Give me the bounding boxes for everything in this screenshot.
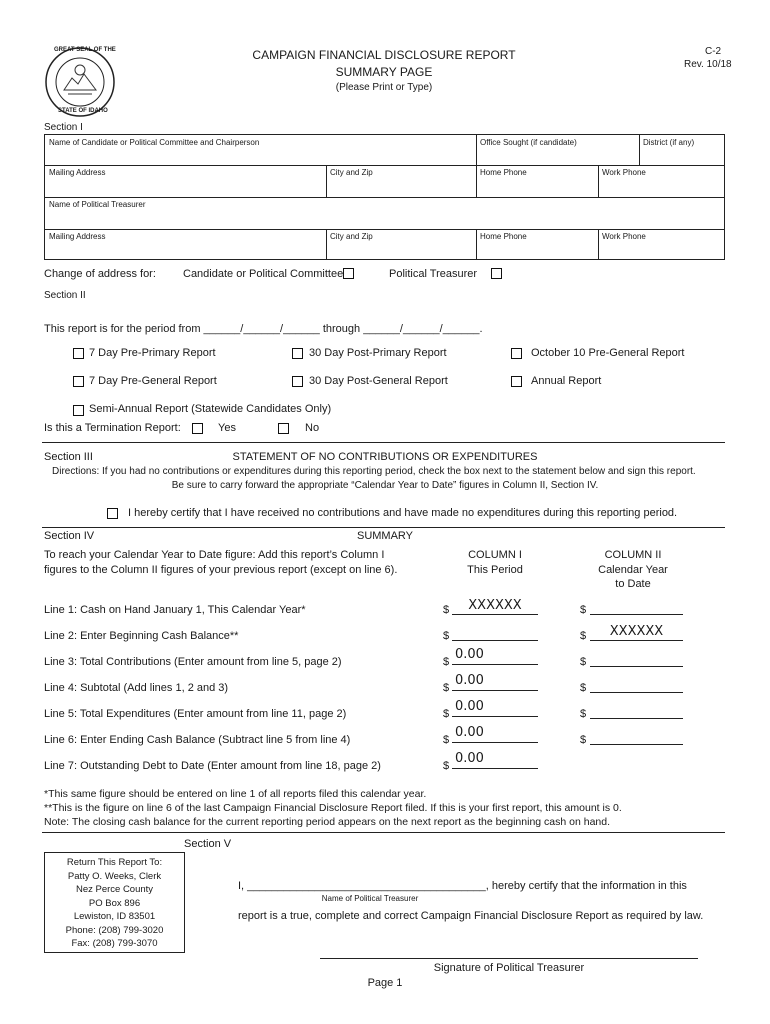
report-7-day-pre-primary-label: 7 Day Pre-Primary Report <box>89 347 216 359</box>
line-2-column-1[interactable] <box>452 624 538 641</box>
section-3-label: Section III <box>44 451 93 463</box>
certify-prefix: I, <box>238 880 248 892</box>
signature-label: Signature of Political Treasurer <box>433 962 585 974</box>
section-2-label: Section II <box>44 290 86 301</box>
signature-line[interactable] <box>320 958 698 959</box>
currency-symbol: $ <box>580 656 587 668</box>
divider <box>42 442 725 443</box>
return-line: PO Box 896 <box>88 897 141 909</box>
section-3-directions-2: Be sure to carry forward the appropriate “Calendar Year to Date” figures in Column II, Section IV. <box>171 480 599 491</box>
treasurer-name-caption: Name of Political Treasurer <box>321 894 419 903</box>
currency-symbol: $ <box>443 656 450 668</box>
return-line: Nez Perce County <box>75 884 154 895</box>
form-revision: Rev. 10/18 <box>684 59 732 70</box>
summary-line-label: Line 2: Enter Beginning Cash Balance** <box>44 630 239 642</box>
state-seal <box>44 46 116 118</box>
summary-line-label: Line 4: Subtotal (Add lines 1, 2 and 3) <box>44 682 229 694</box>
termination-no-label: No <box>305 422 320 434</box>
section-3-title: STATEMENT OF NO CONTRIBUTIONS OR EXPENDITURES <box>232 451 538 463</box>
summary-line-label: Line 1: Cash on Hand January 1, This Calendar Year* <box>44 604 306 616</box>
summary-line-label: Line 7: Outstanding Debt to Date (Enter amount from line 18, page 2) <box>44 760 381 772</box>
section-4-title: SUMMARY <box>356 530 414 542</box>
return-line: Lewiston, ID 83501 <box>73 911 156 922</box>
currency-symbol: $ <box>443 604 450 616</box>
currency-symbol: $ <box>443 760 450 772</box>
period-line[interactable]: This report is for the period from ______/______/______ through ______/______/______. <box>44 323 483 335</box>
home-phone-field[interactable]: Home Phone <box>480 168 527 177</box>
return-address-box <box>44 852 185 953</box>
line-5-column-2[interactable] <box>590 702 683 719</box>
change-treasurer-label: Political Treasurer <box>389 268 478 280</box>
line-4-column-2[interactable] <box>590 676 683 693</box>
report-30-day-post-general-label: 30 Day Post-General Report <box>309 375 448 387</box>
mailing-address-field[interactable]: Mailing Address <box>49 168 106 177</box>
return-line: Return This Report To: <box>66 857 163 868</box>
section-4-label: Section IV <box>44 530 95 542</box>
report-october-10-pre-general-label: October 10 Pre-General Report <box>531 347 685 359</box>
city-zip-field[interactable]: City and Zip <box>330 168 373 177</box>
line-2-column-2[interactable]: XXXXXX <box>590 624 683 641</box>
certify-suffix: , hereby certify that the information in this <box>485 880 687 892</box>
currency-symbol: $ <box>580 708 587 720</box>
divider <box>42 832 725 833</box>
return-line: Fax: (208) 799-3070 <box>71 938 158 949</box>
report-7-day-pre-general-label: 7 Day Pre-General Report <box>89 375 217 387</box>
currency-symbol: $ <box>580 682 587 694</box>
treasurer-home-phone-field[interactable]: Home Phone <box>480 232 527 241</box>
line-1-column-1[interactable]: XXXXXX <box>452 598 538 615</box>
print-note: (Please Print or Type) <box>335 82 433 93</box>
currency-symbol: $ <box>443 708 450 720</box>
termination-label: Is this a Termination Report: <box>44 422 181 434</box>
report-7-day-pre-primary-checkbox[interactable] <box>73 348 84 359</box>
office-sought-field[interactable]: Office Sought (if candidate) <box>480 138 577 147</box>
termination-no-checkbox[interactable] <box>278 423 289 434</box>
termination-yes-label: Yes <box>218 422 236 434</box>
return-line: Phone: (208) 799-3020 <box>65 924 164 936</box>
return-line: Patty O. Weeks, Clerk <box>67 870 162 882</box>
section-1-label: Section I <box>44 122 83 133</box>
report-semi-annual-label: Semi-Annual Report (Statewide Candidates Only) <box>89 403 332 415</box>
report-semi-annual-checkbox[interactable] <box>73 405 84 416</box>
termination-yes-checkbox[interactable] <box>192 423 203 434</box>
summary-line-label: Line 5: Total Expenditures (Enter amount from line 11, page 2) <box>44 708 347 720</box>
no-activity-certify-label: I hereby certify that I have received no contributions and have made no expenditures during this reporting period. <box>128 507 678 519</box>
column-2-subheading-2: to Date <box>615 578 651 590</box>
line-5-column-1[interactable]: 0.00 <box>452 699 538 717</box>
footnote-1: *This same figure should be entered on line 1 of all reports filed this calendar year. <box>44 788 427 800</box>
section-3-directions-1: Directions: If you had no contributions or expenditures during this reporting period, check the box next to the statement below and sign this report. <box>52 466 696 477</box>
line-1-column-2[interactable] <box>590 598 683 615</box>
line-3-column-1[interactable]: 0.00 <box>452 647 538 665</box>
summary-line-label: Line 3: Total Contributions (Enter amount from line 5, page 2) <box>44 656 342 668</box>
column-2-subheading: Calendar Year <box>598 564 668 576</box>
column-1-heading: COLUMN I <box>468 549 522 561</box>
certify-statement <box>238 880 687 892</box>
divider <box>42 527 725 528</box>
section-4-intro-1: To reach your Calendar Year to Date figure: Add this report’s Column I <box>44 549 385 561</box>
work-phone-field[interactable]: Work Phone <box>602 168 646 177</box>
seal-text-bottom: STATE OF IDAHO <box>58 108 108 114</box>
form-code: C-2 <box>705 46 722 57</box>
line-3-column-2[interactable] <box>590 650 683 667</box>
treasurer-work-phone-field[interactable]: Work Phone <box>602 232 646 241</box>
currency-symbol: $ <box>580 734 587 746</box>
summary-line-label: Line 6: Enter Ending Cash Balance (Subtract line 5 from line 4) <box>44 734 351 746</box>
treasurer-mailing-address-field[interactable]: Mailing Address <box>49 232 106 241</box>
report-7-day-pre-general-checkbox[interactable] <box>73 376 84 387</box>
report-annual-label: Annual Report <box>531 375 602 387</box>
report-30-day-post-primary-checkbox[interactable] <box>292 348 303 359</box>
line-7-column-1[interactable]: 0.00 <box>452 751 538 769</box>
change-candidate-checkbox[interactable] <box>343 268 354 279</box>
treasurer-city-zip-field[interactable]: City and Zip <box>330 232 373 241</box>
candidate-info-grid <box>44 134 725 260</box>
currency-symbol: $ <box>443 630 450 642</box>
report-30-day-post-primary-label: 30 Day Post-Primary Report <box>309 347 447 359</box>
footnote-3: Note: The closing cash balance for the current reporting period appears on the next report as the beginning cash on hand. <box>44 816 611 828</box>
seal-text-top: GREAT SEAL OF THE <box>54 47 116 53</box>
column-1-subheading: This Period <box>467 564 523 576</box>
no-activity-certify-checkbox[interactable] <box>107 508 118 519</box>
form-title: CAMPAIGN FINANCIAL DISCLOSURE REPORT <box>252 48 516 62</box>
change-candidate-label: Candidate or Political Committee <box>183 268 344 280</box>
section-5-label: Section V <box>184 838 232 850</box>
treasurer-name-blank[interactable]: _______________________________________ <box>247 880 486 892</box>
treasurer-name-field[interactable]: Name of Political Treasurer <box>49 200 146 209</box>
change-treasurer-checkbox[interactable] <box>491 268 502 279</box>
currency-symbol: $ <box>580 604 587 616</box>
page-number: Page 1 <box>367 977 403 989</box>
line-6-column-2[interactable] <box>590 728 683 745</box>
report-annual-checkbox[interactable] <box>511 376 522 387</box>
line-4-column-1[interactable]: 0.00 <box>452 673 538 691</box>
certify-statement-2: report is a true, complete and correct Campaign Financial Disclosure Report as required by law. <box>238 910 704 922</box>
currency-symbol: $ <box>443 734 450 746</box>
column-2-heading: COLUMN II <box>604 549 662 561</box>
change-address-label: Change of address for: <box>44 268 156 280</box>
line-6-column-1[interactable]: 0.00 <box>452 725 538 743</box>
footnote-2: **This is the figure on line 6 of the last Campaign Financial Disclosure Report filed. If this is your first report, this amount is 0. <box>44 802 622 814</box>
report-october-10-pre-general-checkbox[interactable] <box>511 348 522 359</box>
candidate-name-field[interactable]: Name of Candidate or Political Committee and Chairperson <box>49 138 260 147</box>
currency-symbol: $ <box>443 682 450 694</box>
form-subtitle: SUMMARY PAGE <box>335 65 433 79</box>
section-4-intro-2: figures to the Column II figures of your previous report (except on line 6). <box>44 564 398 576</box>
report-30-day-post-general-checkbox[interactable] <box>292 376 303 387</box>
currency-symbol: $ <box>580 630 587 642</box>
district-field[interactable]: District (if any) <box>643 138 695 147</box>
